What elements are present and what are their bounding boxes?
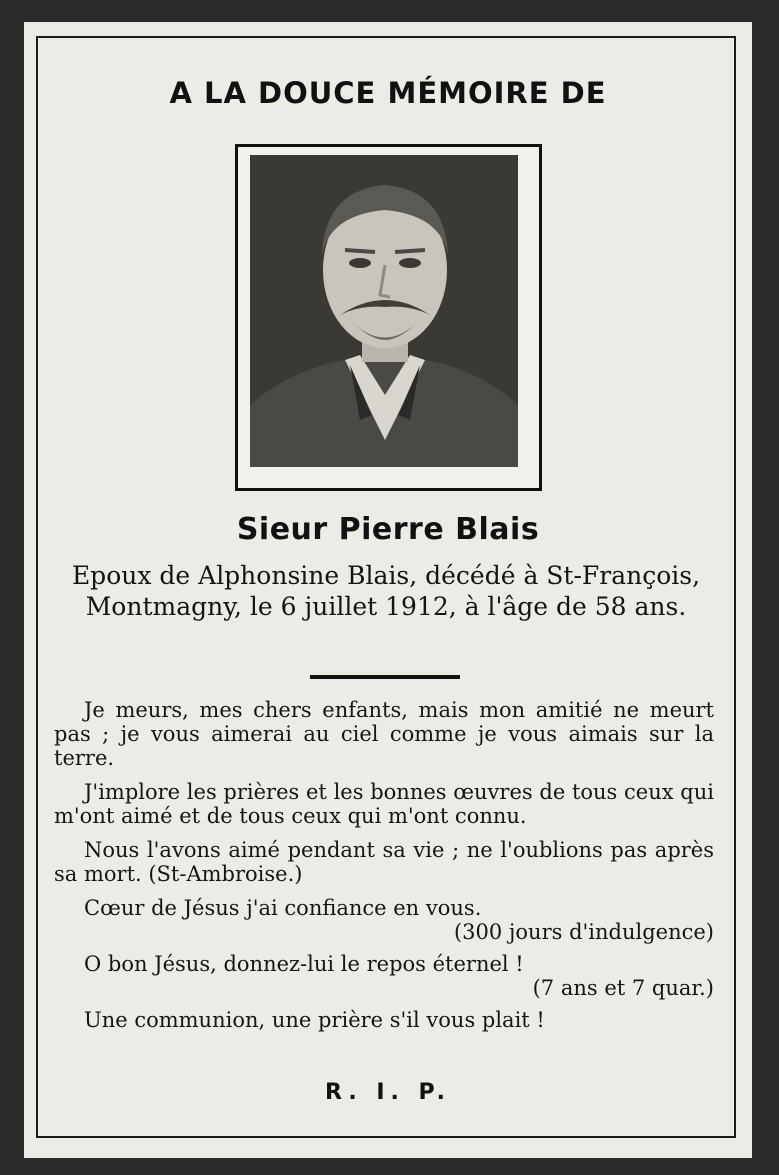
paragraph-eternal-rest: O bon Jésus, donnez-lui le repos éternel ! xyxy=(84,952,524,976)
memorial-card xyxy=(24,22,752,1158)
paragraph-prayers: J'implore les prières et les bonnes œuvres de tous ceux qui m'ont aimé et de tous ceux qui m'ont connu. xyxy=(54,780,714,828)
portrait-photo xyxy=(250,155,518,467)
portrait-illustration xyxy=(250,155,518,467)
deceased-description: Epoux de Alphonsine Blais, décédé à St-François, Montmagny, le 6 juillet 1912, à l'âge de 58 ans. xyxy=(71,561,701,621)
card-heading: A LA DOUCE MÉMOIRE DE xyxy=(169,76,607,110)
paragraph-ambroise: Nous l'avons aimé pendant sa vie ; ne l'oublions pas après sa mort. (St-Ambroise.) xyxy=(54,838,714,886)
indulgence-note-1: (300 jours d'indulgence) xyxy=(453,920,714,944)
paragraph-communion: Une communion, une prière s'il vous plait ! xyxy=(84,1008,545,1032)
paragraph-farewell: Je meurs, mes chers enfants, mais mon amitié ne meurt pas ; je vous aimerai au ciel comme je vous aimais sur la terre. xyxy=(54,698,714,770)
portrait-frame xyxy=(235,144,542,491)
rip-closing: R. I. P. xyxy=(324,1080,451,1105)
deceased-name: Sieur Pierre Blais xyxy=(236,512,540,547)
indulgence-note-2: (7 ans et 7 quar.) xyxy=(532,976,714,1000)
paragraph-sacred-heart: Cœur de Jésus j'ai confiance en vous. xyxy=(84,896,482,920)
prayer-text xyxy=(54,698,714,1042)
divider-rule xyxy=(310,675,460,679)
